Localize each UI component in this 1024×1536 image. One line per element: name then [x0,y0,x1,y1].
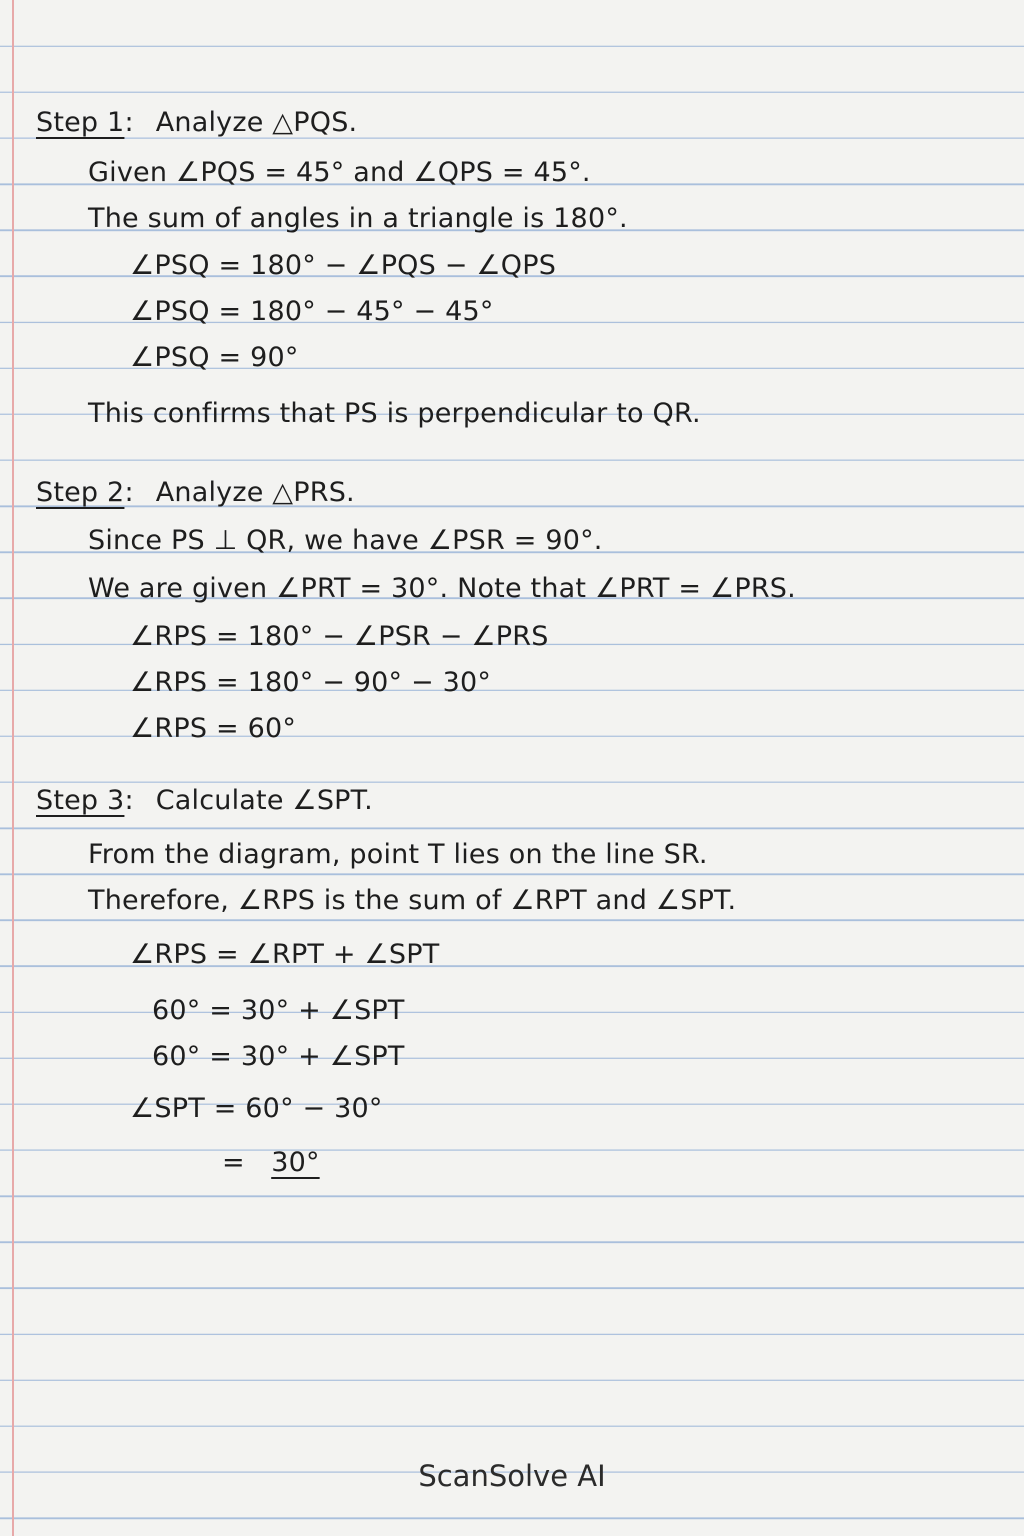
step-1-label: Step 1 [36,107,125,138]
step-2-heading: Step 2: Analyze △PRS. [36,477,355,508]
step-2-line-1: Since PS ⊥ QR, we have ∠PSR = 90°. [88,525,603,556]
step-3-line-2: Therefore, ∠RPS is the sum of ∠RPT and ∠SPT. [88,885,737,916]
step-3-line-5: 60° = 30° + ∠SPT [152,1041,405,1072]
step-2-label: Step 2 [36,477,125,508]
step-2-line-4: ∠RPS = 180° − 90° − 30° [130,667,492,698]
margin-line [12,0,14,1536]
final-answer-line [222,1146,320,1180]
step-3-line-4: 60° = 30° + ∠SPT [152,995,405,1026]
step-1-heading: Step 1: Analyze △PQS. [36,107,358,138]
watermark-footer: ScanSolve AI [418,1459,606,1493]
step-3-line-6: ∠SPT = 60° − 30° [130,1093,383,1124]
step-3-label: Step 3 [36,785,125,816]
step-2-line-5: ∠RPS = 60° [130,713,297,744]
step-1-line-6: This confirms that PS is perpendicular to QR. [88,398,701,429]
step-2-line-3: ∠RPS = 180° − ∠PSR − ∠PRS [130,621,549,652]
step-3-line-1: From the diagram, point T lies on the line SR. [88,839,708,870]
step-1-line-4: ∠PSQ = 180° − 45° − 45° [130,296,494,327]
step-3-line-3: ∠RPS = ∠RPT + ∠SPT [130,939,440,970]
step-1-line-3: ∠PSQ = 180° − ∠PQS − ∠QPS [130,250,557,281]
step-2-line-2: We are given ∠PRT = 30°. Note that ∠PRT = ∠PRS. [88,573,796,604]
step-1-line-1: Given ∠PQS = 45° and ∠QPS = 45°. [88,157,591,188]
step-1-line-5: ∠PSQ = 90° [130,342,299,373]
equals-sign: = [222,1147,245,1178]
step-2-title: Analyze △PRS. [155,477,355,508]
step-3-heading: Step 3: Calculate ∠SPT. [36,785,373,816]
step-1-title: Analyze △PQS. [155,107,358,138]
final-answer: 30° [271,1147,320,1178]
step-3-title: Calculate ∠SPT. [155,785,373,816]
step-1-line-2: The sum of angles in a triangle is 180°. [88,203,628,234]
